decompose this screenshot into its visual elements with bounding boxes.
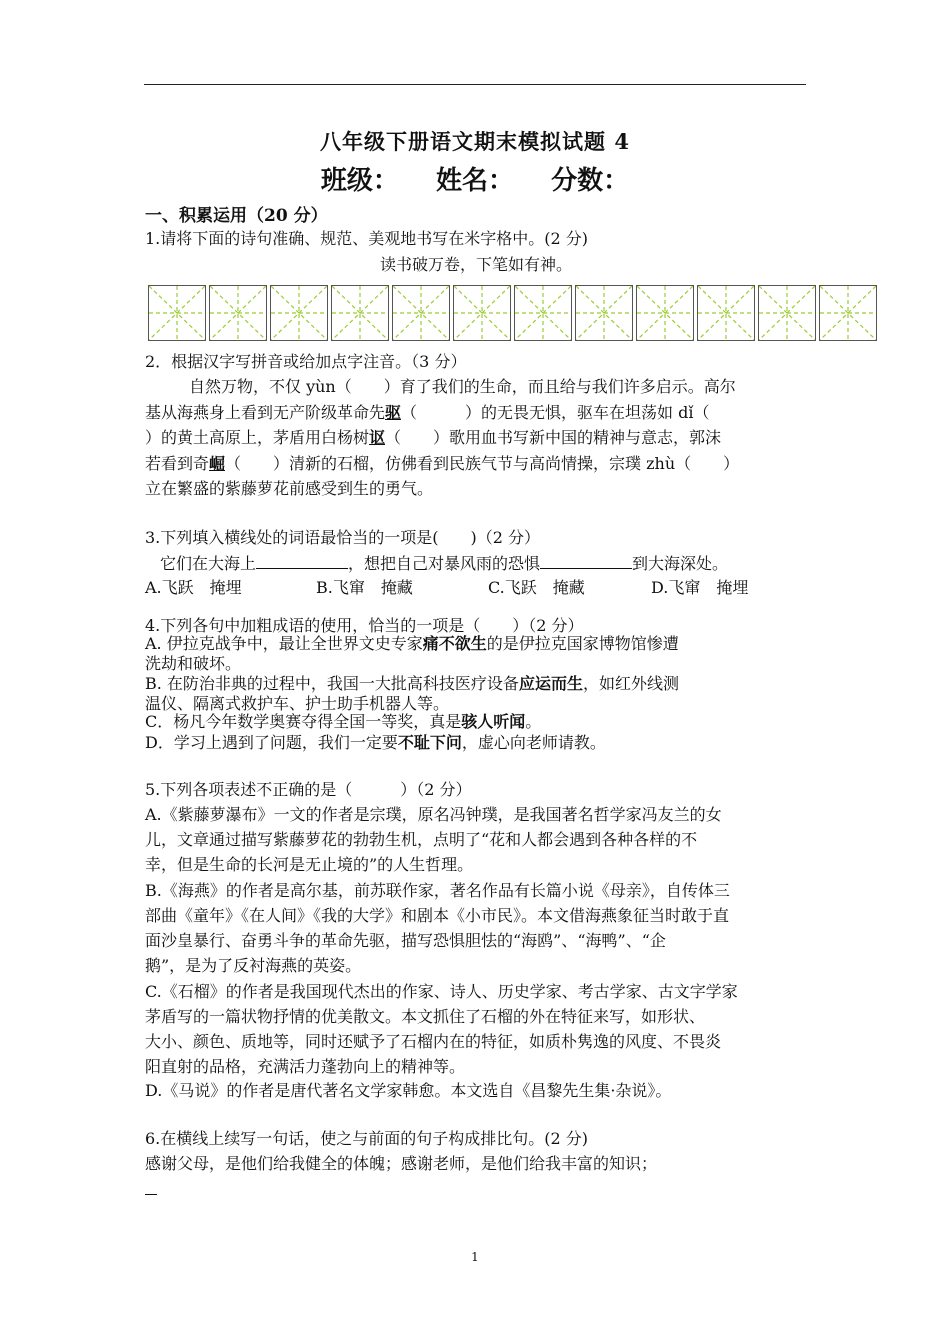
- grid-cell[interactable]: [758, 285, 816, 341]
- grid-cell[interactable]: [209, 285, 267, 341]
- q4-a-text: A. 伊拉克战争中，最让全世界文史专家: [145, 634, 423, 653]
- q4-a-idiom: 痛不欲生: [422, 634, 487, 653]
- q4-a-text-2: 的是伊拉克国家博物馆惨遭: [486, 634, 679, 653]
- q2-line-3-b: （ ）歌用血书写新中国的精神与意志，郭沫: [385, 428, 722, 447]
- q2-line-3: [145, 425, 721, 450]
- q2-line-4-b: （ ）清新的石榴，仿佛看到民族气节与高尚情操，宗璞 zhù（ ）: [225, 454, 740, 473]
- q2-line-4-a: 若看到奇: [145, 454, 210, 473]
- q5-option-d[interactable]: D.《马说》的作者是唐代著名文学家韩愈。本文选自《昌黎先生集·杂说》。: [145, 1081, 672, 1100]
- q5-option-b-4: 鹅”，是为了反衬海燕的英姿。: [145, 956, 362, 975]
- q3-sentence-c: 到大海深处。: [632, 554, 729, 573]
- q5-option-a-1[interactable]: A.《紫藤萝瀑布》一文的作者是宗璞，原名冯钟璞，是我国著名哲学家冯友兰的女: [145, 805, 722, 824]
- q4-c-text-2: 。: [525, 712, 542, 731]
- q5-option-a-3: 幸，但是生命的长河是无止境的”的人生哲理。: [145, 855, 474, 874]
- q3-option-c[interactable]: C.飞跃 掩藏: [488, 578, 585, 597]
- q4-option-d[interactable]: [145, 733, 606, 753]
- q4-b-text-2: ，如红外线测: [582, 674, 679, 693]
- grid-cell[interactable]: [331, 285, 389, 341]
- q6-sentence: 感谢父母，是他们给我健全的体魄；感谢老师，是他们给我丰富的知识；: [145, 1154, 658, 1173]
- q4-option-c[interactable]: [145, 712, 541, 732]
- name-label: 姓名：: [435, 166, 514, 196]
- score-label: 分数：: [551, 166, 630, 196]
- class-label: 班级：: [320, 166, 399, 196]
- q3-option-b[interactable]: B.飞窜 掩藏: [316, 578, 413, 597]
- grid-cell[interactable]: [392, 285, 450, 341]
- grid-cell[interactable]: [697, 285, 755, 341]
- q2-line-2-b: （ ）的无畏无惧，驱车在坦荡如 dǐ（: [401, 403, 710, 422]
- q4-c-idiom: 骇人听闻: [461, 712, 526, 731]
- grid-cell[interactable]: [819, 285, 877, 341]
- q4-d-text: D．学习上遇到了问题，我们一定要: [145, 733, 398, 752]
- q2-line-2-a: 基从海燕身上看到无产阶级革命先: [145, 403, 386, 422]
- q2-line-3-a: ）的黄土高原上，茅盾用白杨树: [145, 428, 370, 447]
- q3-sentence: [160, 550, 728, 576]
- q1-prompt: 1.请将下面的诗句准确、规范、美观地书写在米字格中。(2 分): [145, 229, 589, 248]
- page-number: 1: [471, 1250, 479, 1264]
- q2-line-2: [145, 400, 709, 425]
- q4-b-idiom: 应运而生: [518, 674, 583, 693]
- dotted-char-jue: 崛: [209, 454, 226, 473]
- student-info-line: [0, 160, 950, 197]
- exam-title: 八年级下册语文期末模拟试题 4: [320, 129, 630, 154]
- q5-option-b-3: 面沙皇暴行、奋勇斗争的革命先驱，描写恐惧胆怯的“海鸥”、“海鸭”、“企: [145, 931, 666, 950]
- q5-option-c-3: 大小、颜色、质地等，同时还赋予了石榴内在的特征，如质朴隽逸的风度、不畏炎: [145, 1032, 722, 1051]
- grid-cell[interactable]: [514, 285, 572, 341]
- q5-option-c-1[interactable]: C.《石榴》的作者是我国现代杰出的作家、诗人、历史学家、考古学家、古文字学家: [145, 982, 738, 1001]
- header-rule: [144, 84, 806, 85]
- q4-option-b[interactable]: [145, 674, 679, 694]
- q6-answer-line[interactable]: [145, 1194, 157, 1195]
- q5-option-c-4: 阳直射的品格，充满活力蓬勃向上的精神等。: [145, 1057, 466, 1076]
- grid-cell[interactable]: [575, 285, 633, 341]
- q5-option-b-2: 部曲《童年》《在人间》《我的大学》和剧本《小市民》。本文借海燕象征当时敢于直: [145, 906, 730, 925]
- q5-prompt: 5.下列各项表述不正确的是（ ）（2 分）: [145, 780, 472, 799]
- q3-blank-2[interactable]: [540, 550, 632, 569]
- q4-option-b-cont: 温仪、隔离式救护车、护士助手机器人等。: [145, 694, 450, 713]
- grid-cell[interactable]: [148, 285, 206, 341]
- dotted-char-qu: 驱: [385, 403, 402, 422]
- q3-option-a[interactable]: A.飞跃 掩埋: [145, 578, 242, 597]
- q6-prompt: 6.在横线上续写一句话，使之与前面的句子构成排比句。(2 分): [145, 1129, 589, 1148]
- q5-option-b-1[interactable]: B.《海燕》的作者是高尔基，前苏联作家，著名作品有长篇小说《母亲》，自传体三: [145, 881, 730, 900]
- q4-d-text-2: ，虚心向老师请教。: [461, 733, 606, 752]
- q2-prompt: 2．根据汉字写拼音或给加点字注音。（3 分）: [145, 352, 467, 371]
- grid-cell[interactable]: [270, 285, 328, 341]
- writing-grid[interactable]: [148, 285, 880, 343]
- grid-cell[interactable]: [453, 285, 511, 341]
- q3-prompt: 3.下列填入横线处的词语最恰当的一项是( )（2 分）: [145, 528, 541, 547]
- q3-sentence-b: ，想把自己对暴风雨的恐惧: [348, 554, 541, 573]
- q4-prompt: 4.下列各句中加粗成语的使用，恰当的一项是（ ）（2 分）: [145, 616, 584, 635]
- q2-line-1: 自然万物，不仅 yùn（ ）育了我们的生命，而且给与我们许多启示。高尔: [189, 377, 736, 396]
- q5-option-a-2: 儿，文章通过描写紫藤萝花的勃勃生机，点明了“花和人都会遇到各种各样的不: [145, 830, 698, 849]
- q3-blank-1[interactable]: [256, 550, 348, 569]
- q2-line-5: 立在繁盛的紫藤萝花前感受到生的勇气。: [145, 479, 434, 498]
- q5-option-c-2: 茅盾写的一篇状物抒情的优美散文。本文抓住了石榴的外在特征来写，如形状、: [145, 1007, 706, 1026]
- q4-c-text: C．杨凡今年数学奥赛夺得全国一等奖，真是: [145, 712, 462, 731]
- q3-option-d[interactable]: D.飞窜 掩埋: [651, 578, 749, 597]
- q4-d-idiom: 不耻下问: [397, 733, 462, 752]
- q3-sentence-a: 它们在大海上: [160, 554, 257, 573]
- q2-line-4: [145, 451, 739, 476]
- q1-poem: 读书破万卷，下笔如有神。: [380, 255, 573, 274]
- grid-cell[interactable]: [636, 285, 694, 341]
- q4-option-a[interactable]: [145, 634, 679, 654]
- q4-option-a-cont: 洗劫和破坏。: [145, 654, 242, 673]
- dotted-char-ou: 讴: [369, 428, 386, 447]
- section-heading: 一、积累运用（20 分）: [145, 206, 328, 226]
- q4-b-text: B. 在防治非典的过程中，我国一大批高科技医疗设备: [145, 674, 519, 693]
